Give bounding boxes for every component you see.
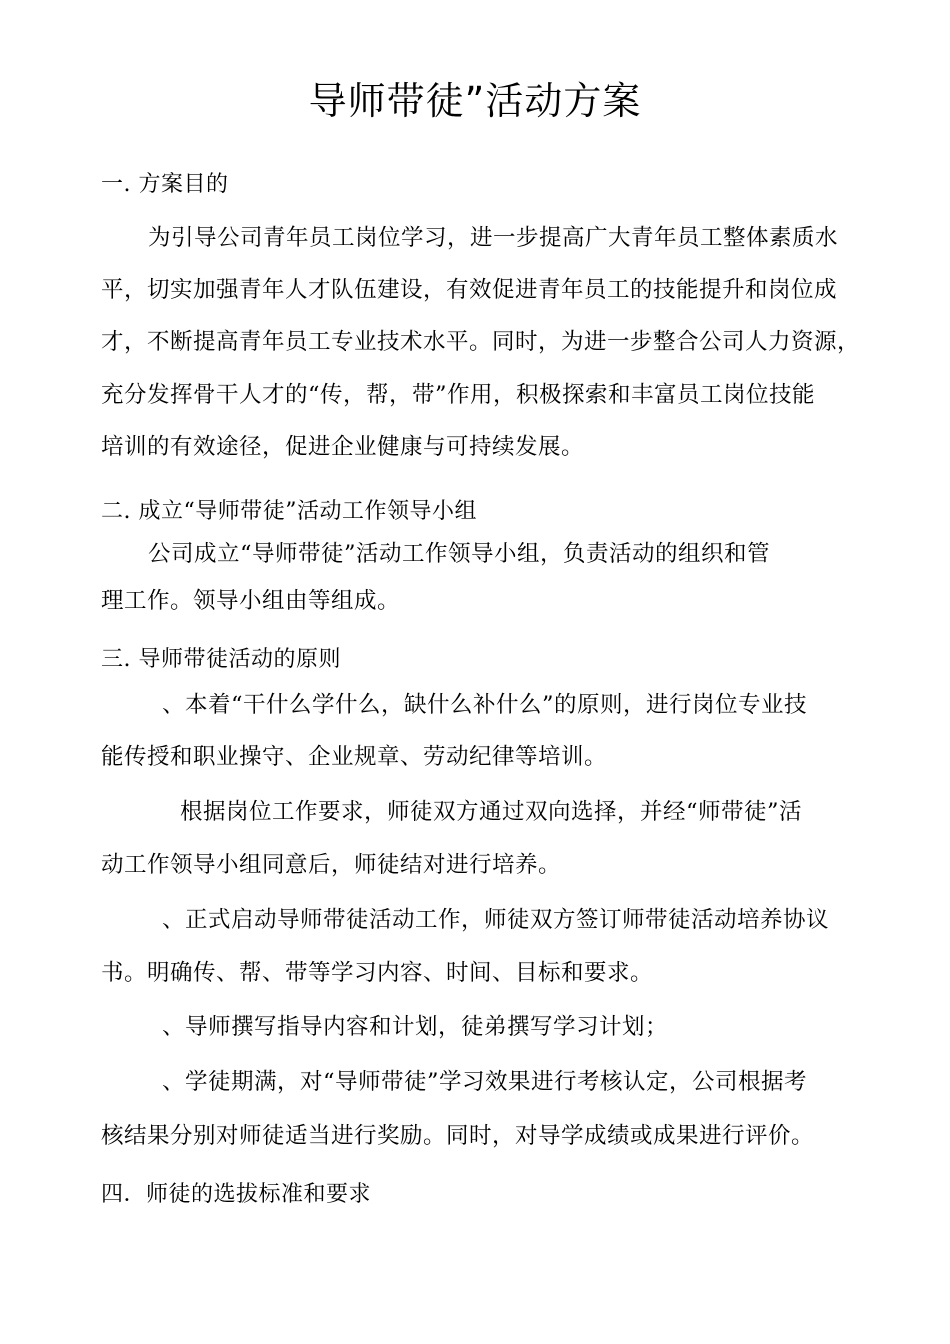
section-2-heading: 二. 成立“导师带徒”活动工作领导小组 <box>101 499 477 524</box>
section-3-line-6: 书。明确传、帮、带等学习内容、时间、目标和要求。 <box>101 960 654 986</box>
section-3-line-2: 能传授和职业操守、企业规章、劳动纪律等培训。 <box>101 744 608 770</box>
section-3-line-4: 动工作领导小组同意后，师徒结对进行培养。 <box>101 852 562 878</box>
section-3-line-8: 、学徒期满，对“导师带徒”学习效果进行考核认定，公司根据考 <box>162 1069 808 1095</box>
document-title: 导师带徒”活动方案 <box>308 79 642 123</box>
section-3-line-3: 根据岗位工作要求，师徒双方通过双向选择，并经“师带徒”活 <box>180 799 803 825</box>
section-3-line-5: 、正式启动导师带徒活动工作，师徒双方签订师带徒活动培养协议 <box>162 907 830 933</box>
section-3-line-1: 、本着“干什么学什么，缺什么补什么”的原则，进行岗位专业技 <box>162 692 808 718</box>
section-3-line-7: 、导师撰写指导内容和计划，徒弟撰写学习计划； <box>162 1014 669 1040</box>
section-1-line-1: 为引导公司青年员工岗位学习，进一步提高广大青年员工整体素质水 <box>148 225 839 251</box>
section-1-line-4: 充分发挥骨干人才的“传，帮，带”作用，积极探索和丰富员工岗位技能 <box>101 382 816 408</box>
section-3-line-9: 核结果分别对师徒适当进行奖励。同时，对导学成绩或成果进行评价。 <box>101 1123 815 1149</box>
section-1-line-5: 培训的有效途径，促进企业健康与可持续发展。 <box>101 434 585 460</box>
section-3-heading: 三. 导师带徒活动的原则 <box>101 647 341 672</box>
section-1-line-2: 平，切实加强青年人才队伍建设，有效促进青年员工的技能提升和岗位成 <box>101 277 838 303</box>
section-1-line-3: 才，不断提高青年员工专业技术水平。同时，为进一步整合公司人力资源， <box>101 329 861 355</box>
section-1-heading: 一. 方案目的 <box>101 172 229 197</box>
section-2-line-1: 公司成立“导师带徒”活动工作领导小组，负责活动的组织和管 <box>148 541 771 567</box>
section-4-heading: 四．师徒的选拔标准和要求 <box>101 1182 372 1207</box>
section-2-line-2: 理工作。领导小组由等组成。 <box>101 588 401 614</box>
